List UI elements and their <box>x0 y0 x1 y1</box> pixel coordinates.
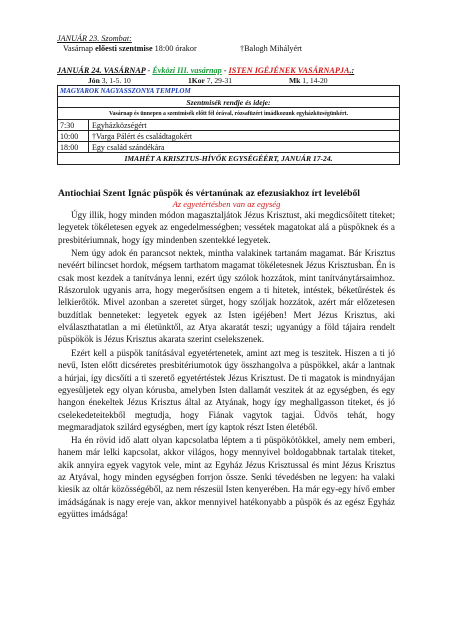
article-title: Antiochiai Szent Ignác püspök és vértanúnak az efezusiakhoz írt leveléből <box>58 188 360 199</box>
reading-2-book: 1Kor <box>188 76 205 85</box>
article-subtitle: Az egyetértésben van az egység <box>172 199 281 209</box>
sunday-sep-2: - <box>221 66 229 75</box>
mass-intention: †Varga Pálért és családtagokért <box>92 132 193 141</box>
mass-time: 10:00 <box>60 132 79 141</box>
saturday-intention: †Balogh Mihályért <box>240 44 303 53</box>
mass-intention: Egyházközségért <box>92 121 147 130</box>
schedule-heading: Szentmisék rendje és ideje: <box>58 97 399 108</box>
reading-3-ref: 1, 14-20 <box>300 76 328 85</box>
reading-3 <box>289 76 328 85</box>
reading-2-ref: 7, 29-31 <box>204 76 233 85</box>
mass-row <box>58 120 399 131</box>
saturday-line-bold: előesti szentmise <box>95 44 153 53</box>
saturday-line-suffix: 18:00 órakor <box>152 44 197 53</box>
sunday-sep-1: - <box>145 66 153 75</box>
sunday-title-end: .: <box>349 66 355 75</box>
prayer-week-banner: IMAHÉT A KRISZTUS-HÍVŐK EGYSÉGÉÉRT, JANUÁR 17-24. <box>58 153 399 165</box>
reading-1-ref: 3, 1-5. 10 <box>99 76 131 85</box>
mass-time: 18:00 <box>60 143 79 152</box>
article-paragraph-1: Úgy illik, hogy minden módon magasztaljátok Jézus Krisztust, aki megdicsőített titeket; legyetek tökéletesen egyek az engedelmességben; vessétek magatokat alá a püspöknek és a presbitériumnak, hogy így mindenben szentekké legyetek. <box>58 210 395 245</box>
church-name: MAGYAROK NAGYASSZONYA TEMPLOM <box>58 86 399 97</box>
rosary-note: Vasárnap és ünnepen a szentmisék előtt fél órával, rózsafüzért imádkozunk egyházközségünkért. <box>58 108 399 120</box>
mass-row <box>58 142 399 153</box>
mass-row <box>58 131 399 142</box>
article-paragraph-3: Ezért kell a püspök tanításával egyetértenetek, amint azt meg is teszitek. Hiszen a ti jó nevű, Isten előtt dicséretes presbitériumotok úgy összhangolva a püspökkel, akár a lantnak a húrjai, így dicsőíti a ti szerető egyetértéstek Jézus Krisztust. De ti magatok is mindnyájan egyesüljetek egy olyan kórusba, amelyben Isten dallamát veszitek át az egységben, és egy hangon énekeltek Jézus Krisztus által az Atyának, hogy így meghallgasson titeket, és jó cselekedeteitekből megtudja, hogy Fiának vagytok tagjai. Üdvös tehát, hogy megmaradjatok szilárd egységben, mert így kaptok részt Isten életéből. <box>58 348 395 433</box>
reading-2 <box>188 76 232 85</box>
saturday-line-prefix: Vasárnap <box>63 44 96 53</box>
sunday-feast-name: ISTEN IGÉJÉNEK VASÁRNAPJA <box>228 66 350 75</box>
sunday-title <box>57 66 354 75</box>
saturday-mass-line <box>63 44 303 53</box>
mass-time: 7:30 <box>60 121 75 130</box>
mass-intention: Egy család szándékára <box>92 143 165 152</box>
reading-1 <box>88 76 131 85</box>
sunday-date: JANUÁR 24. VASÁRNAP <box>57 66 146 75</box>
sunday-liturgical-name: Évközi III. vasárnap <box>152 66 222 75</box>
article-paragraph-4: Ha én rövid idő alatt olyan kapcsolatba léptem a ti püspökötökkel, amely nem emberi, hanem már lelki kapcsolat, akkor világos, hogy mennyivel boldogabbnak tartalak titeket, akik annyira egyek vagytok vele, mint az Egyház Jézus Krisztussal és mint Jézus Krisztus az Atyával, hogy minden egységben forrjon össze. Senki tévedésben ne legyen: ha valaki kiesik az oltár közösségéből, az nem részesül Isten kenyerében. Ha már egy-egy hívő ember imádságának is nagy ereje van, akkor mennyivel hatékonyabb a püspök és az egész Egyház együttes imádsága! <box>58 435 395 520</box>
mass-schedule-table <box>57 85 400 165</box>
saturday-title: JANUÁR 23. Szombat: <box>57 34 132 43</box>
article-paragraph-2: Nem úgy adok én parancsot nektek, mintha valakinek tartanám magamat. Bár Krisztus nevéért bilincset hordok, mégsem tarthatom magamat tökéletesnek Jézus Krisztusban. Én is csak most kezdek a tanítványa lenni, ezért úgy szólok hozzátok, mint tanítványtársaimhoz. Rászorulok ugyanis arra, hogy megerősítsen engem a ti hitetek, intéstek, béketűréstek és lelkierőtök. Mivel azonban a szeretet sürget, hogy szóljak hozzátok, azért már előzetesen buzdítlak benneteket: legyetek egyek az Isten igéjében! Mert Jézus Krisztus, aki elválaszthatatlan a mi életünktől, az Atya akaratát teszi; ugyanúgy a föld tájaira rendelt püspökök is Jézus Krisztus akarata szerint cselekszenek. <box>58 248 395 345</box>
reading-1-book: Jón <box>88 76 100 85</box>
reading-3-book: Mk <box>289 76 301 85</box>
